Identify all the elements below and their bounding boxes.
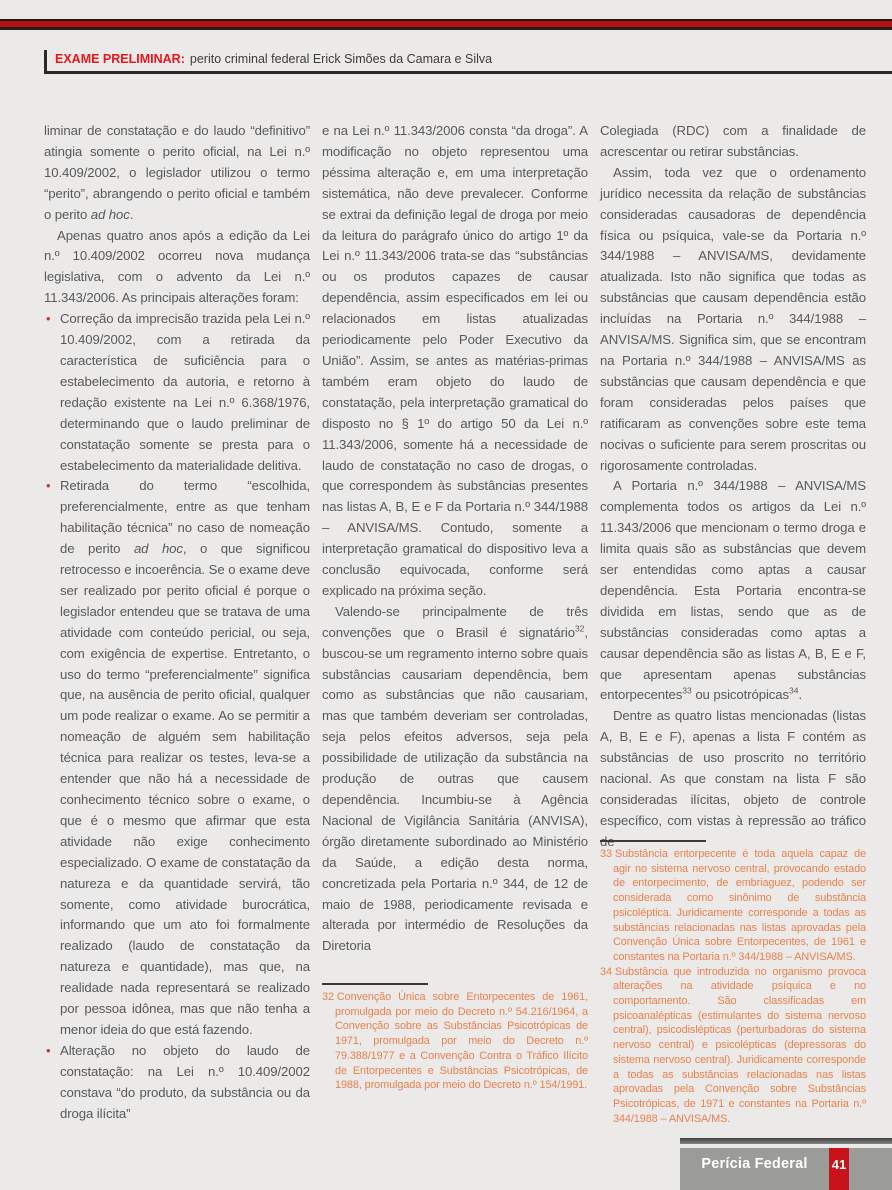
bullet-icon: • bbox=[46, 1042, 51, 1058]
paragraph-text: liminar de constatação e do laudo “definitivo” atingia somente o perito oficial, na Lei n.º 10.409/2002, o legislador utilizou o termo “perito”, abrangendo o perito oficial e também o perito bbox=[44, 123, 310, 222]
paragraph-text: , buscou-se um regramento interno sobre quais substâncias causariam dependência, bem como as substâncias que não causariam, mas que também deveriam ser controladas, seja pelos efeitos adversos, seja pela possibilidade de utilização da substância na produção de outras que causem dependência. Incumbiu-se à Agência Nacional de Vigilância Sanitária (ANVISA), órgão diretamente subordinado ao Ministério da Saúde, a edição desta norma, concretizada pela Portaria n.º 344, de 12 de maio de 1988, periodicamente revisada e alterada por intermédio de Resoluções da Diretoria bbox=[322, 624, 588, 954]
column-2 bbox=[322, 121, 588, 957]
magazine-title: Perícia Federal bbox=[701, 1156, 808, 1172]
bullet-text: Correção da imprecisão trazida pela Lei n.º 10.409/2002, com a retirada da característica de suficiência para o estabelecimento da autoria, e retorno à redação existente na Lei n.º 6.368/1976, determinando que o laudo preliminar de constatação somente se presta para o estabelecimento da materialidade delitiva. bbox=[60, 311, 310, 473]
italic-term: ad hoc bbox=[90, 206, 130, 222]
section-header bbox=[44, 50, 892, 74]
top-dark-bar bbox=[0, 27, 892, 30]
footnote-32 bbox=[322, 990, 588, 1093]
footnote-number: 33 bbox=[600, 848, 612, 860]
footnote-ref-33: 33 bbox=[682, 686, 692, 697]
paragraph: e na Lei n.º 11.343/2006 consta “da droga”. A modificação no objeto representou uma péssima alteração e, em uma interpretação sistemática, não deve prevalecer. Conforme se extrai da definição legal de droga por meio da leitura do parágrafo único do artigo 1º da Lei n.º 11.343/2006 trata-se das “substâncias ou os produtos capazes de causar dependência, assim especificados em lei ou relacionados em listas atualizadas periodicamente pelo Poder Executivo da União”. Assim, se antes as matérias-primas também eram objeto do laudo de constatação, pela interpretação gramatical do disposto no § 1º do artigo 50 da Lei n.º 11.343/2006, somente há a necessidade de laudo de constatação no caso de drogas, o que correspondem às substâncias presentes nas listas A, B, E e F da Portaria n.º 344/1988 – ANVISA/MS. Contudo, somente a interpretação gramatical do dispositivo leva a conclusão equivocada, conforme será explicado na próxima seção. bbox=[322, 123, 588, 598]
paragraph: Colegiada (RDC) com a finalidade de acrescentar ou retirar substâncias. bbox=[600, 123, 866, 159]
column-3 bbox=[600, 121, 866, 853]
footnote-text: Convenção Única sobre Entorpecentes de 1961, promulgada por meio do Decreto n.º 54.216/1964, a Convenção sobre as Substâncias Psicotrópicas de 1971, promulgada por meio do Decreto n.º 79.388/1977 e a Convenção Contra o Tráfico Ilícito de Entorpecentes e Substâncias Psicotrópicas, de 1988, promulgada por meio do Decreto n.º 154/1991. bbox=[335, 991, 588, 1092]
paragraph bbox=[600, 476, 866, 706]
footnote-ref-32: 32 bbox=[574, 623, 585, 634]
italic-term: ad hoc bbox=[133, 541, 183, 557]
footnote-number: 34 bbox=[600, 965, 612, 978]
footer-accent-bar bbox=[680, 1138, 892, 1144]
paragraph: Apenas quatro anos após a edição da Lei n.º 10.409/2002 ocorreu nova mudança legislativa, com o advento da Lei n.º 11.343/2006. As principais alterações foram: bbox=[44, 227, 310, 306]
footer-bar bbox=[680, 1148, 892, 1190]
footnote-block-33-34 bbox=[600, 840, 866, 1126]
bullet-item bbox=[44, 309, 310, 476]
footnote-33 bbox=[600, 847, 866, 965]
paragraph-text: Valendo-se principalmente de três convenções que o Brasil é signatário bbox=[322, 603, 588, 640]
bullet-item bbox=[44, 1041, 310, 1125]
paragraph bbox=[44, 121, 310, 226]
paragraph-text: . bbox=[129, 206, 134, 222]
footnote-34 bbox=[600, 965, 866, 1127]
bullet-item bbox=[44, 476, 310, 1040]
paragraph bbox=[322, 602, 588, 957]
paragraph-text: ou psicotrópicas bbox=[691, 687, 790, 703]
paragraph-text: . bbox=[798, 687, 803, 703]
footnote-separator bbox=[322, 983, 428, 985]
footnote-ref-34: 34 bbox=[789, 686, 799, 697]
page-number-badge: 41 bbox=[829, 1148, 849, 1190]
bullet-icon: • bbox=[46, 311, 51, 327]
footnote-separator bbox=[600, 840, 706, 842]
bullet-text: Alteração no objeto do laudo de constatação: na Lei n.º 10.409/2002 constava “do produto, da substância ou da droga ilícita” bbox=[60, 1042, 310, 1121]
bullet-icon: • bbox=[46, 478, 51, 494]
footnote-text: Substância entorpecente é toda aquela capaz de agir no sistema nervoso central, provocando estado de entorpecimento, de embriaguez, podendo ser considerada como sinônimo de substância psicoléptica. Juridicamente corresponde a todas as substâncias relacionadas nas listas aprovadas pela Convenção Única sobre Entorpecentes, de 1961 e constantes na Portaria n.º 344/1988 – ANVISA/MS. bbox=[613, 848, 866, 963]
footnote-block-32 bbox=[322, 983, 588, 1093]
bullet-text-segment: Retirada do termo “escolhida, preferencialmente, entre as que tenham habilitação técnica” no caso de nomeação de perito bbox=[60, 478, 310, 557]
column-1 bbox=[44, 121, 310, 1125]
bullet-text-segment: , o que significou retrocesso e incoerência. Se o exame deve ser realizado por perito oficial é porque o legislador entendeu que se tratava de uma atividade com conteúdo pericial, ou seja, com exigência de expertise. Entretanto, o uso do termo “preferencialmente” significa que, na ausência de perito oficial, qualquer um pode realizar o exame. Ao se permitir a nomeação de alguém sem habilitação técnica para realizar os testes, leva-se a entender que não há a necessidade de conhecimento técnico sobre o exame, o que é o mesmo que afirmar que esta atividade não exige conhecimento especializado. O exame de constatação da natureza e da quantidade servirá, tão somente, como atividade burocrática, informando que um ato foi formalmente realizado (laudo de constatação da natureza e quantidade), mas que, na realidade nada representará se realizado por pessoa idônea, mas que não tenha a menor ideia do que está fazendo. bbox=[60, 541, 310, 1037]
bullet-text bbox=[60, 476, 310, 1040]
footnote-number: 32 bbox=[322, 991, 334, 1003]
paragraph: Assim, toda vez que o ordenamento jurídico necessita da relação de substâncias consideradas causadoras de dependência física ou psíquica, vale-se da Portaria n.º 344/1988 – ANVISA/MS, devidamente atualizada. Isto não significa que todas as substâncias que causam dependência estão incluídas na Portaria n.º 344/1988 – ANVISA/MS. Significa sim, que se encontram na Portaria n.º 344/1988 – ANVISA/MS as substâncias que causam dependência e que foram consideradas pelos países que ratificaram as convenções sobre este tema nocivas o suficiente para serem proscritas ou rigorosamente controladas. bbox=[600, 164, 866, 473]
section-author: perito criminal federal Erick Simões da Camara e Silva bbox=[189, 52, 493, 66]
footnote-text: Substância que introduzida no organismo provoca alterações na atividade psíquica e no comportamento. São classificadas em psicoanalépticas (estimulantes do sistema nervoso central), psicodislépticas (perturbadoras do sistema nervoso central) e psicolépticas (depressoras do sistema nervoso central). Juridicamente corresponde a todas as substâncias relacionadas nas listas aprovadas pela Convenção sobre Substâncias Psicotrópicas, de 1971 e constantes na Portaria n.º 344/1988 – ANVISA/MS. bbox=[613, 965, 866, 1125]
paragraph-text: A Portaria n.º 344/1988 – ANVISA/MS complementa todos os artigos da Lei n.º 11.343/2006 que mencionam o termo droga e limita quais são as substâncias que devem ser entendidas como aptas a causar dependência. Esta Portaria encontra-se dividida em listas, sendo que as de substâncias consideradas como aptas a causar dependência são as listas A, B, E e F, que apresentam apenas substâncias entorpecentes bbox=[600, 478, 866, 703]
section-title: EXAME PRELIMINAR: bbox=[55, 52, 185, 66]
paragraph: Dentre as quatro listas mencionadas (listas A, B, E e F), apenas a lista F contém as substâncias de uso proscrito no território nacional. As que constam na lista F são consideradas ilícitas, objeto de controle específico, com vistas à repressão ao tráfico de bbox=[600, 708, 866, 849]
